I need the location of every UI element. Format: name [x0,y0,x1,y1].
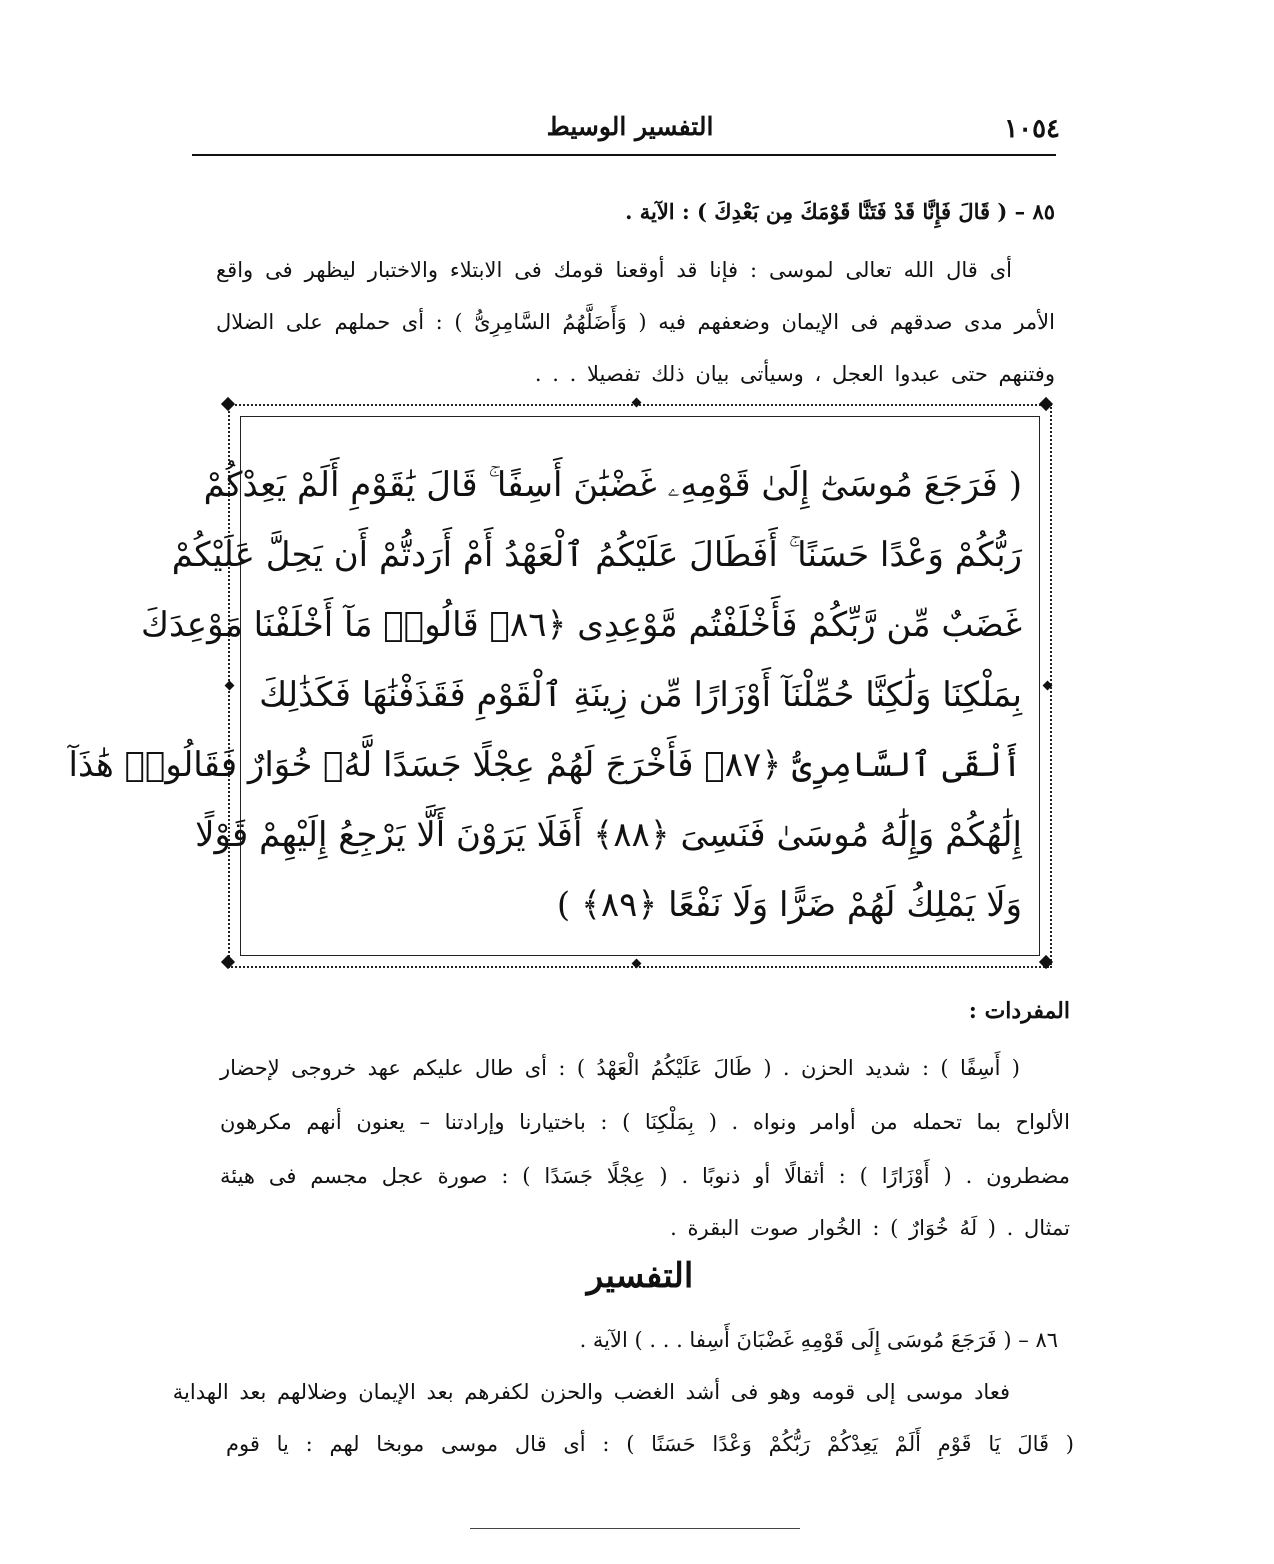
running-title: التفسير الوسيط [546,112,714,141]
quran-verse-line-1: ( فَرَجَعَ مُوسَىٰٓ إِلَىٰ قَوْمِهِۦ غَضْبَٰنَ أَسِفًا ۚ قَالَ يَٰقَوْمِ أَلَمْ يَعِدْكُمْ [203,465,1022,505]
footer-rule [470,1528,800,1529]
page-number: ١٠٥٤ [1004,114,1060,144]
intro-line-3: وفتنهم حتى عبدوا العجل ، وسيأتى بيان ذلك تفصيلا . . . [534,362,1055,386]
tafsir-line-2: ( قَالَ يَا قَوْمِ أَلَمْ يَعِدْكُمْ رَبُّكُمْ وَعْدًا حَسَنًا ) : أى قال موسى موبخا لهم : يا قوم [226,1432,1074,1456]
intro-line-2: الأمر مدى صدقهم فى الإيمان وضعفهم فيه ( وَأَضَلَّهُمُ السَّامِرِىُّ ) : أى حملهم على الضلال [216,310,1055,334]
verse-85-reference: ٨٥ – ( قَالَ فَإِنَّا قَدْ فَتَنَّا قَوْمَكَ مِن بَعْدِكَ ) : الآية . [625,199,1055,224]
intro-line-1: أى قال الله تعالى لموسى : فإنا قد أوقعنا قومك فى الابتلاء والاختبار ليظهر فى واقع [216,258,1012,282]
header-rule [192,154,1056,156]
quran-verse-line-5: أَلْقَى ٱلسَّامِرِىُّ ﴿٨٧﴾ فَأَخْرَجَ لَهُمْ عِجْلًا جَسَدًا لَّهُۥ خُوَارٌ فَقَالُوا۟ هَٰذَآ [68,745,1022,785]
vocabulary-line-4: تمثال . ( لَهُ خُوَارٌ ) : الخُوار صوت البقرة . [670,1216,1070,1240]
quran-verse-line-7: وَلَا يَمْلِكُ لَهُمْ ضَرًّا وَلَا نَفْعًا ﴿٨٩﴾ ) [556,885,1022,925]
vocabulary-line-1: ( أَسِفًا ) : شديد الحزن . ( طَالَ عَلَيْكُمُ الْعَهْدُ ) : أى طال عليكم عهد خروجى لإحضار [220,1056,1020,1080]
quran-verse-line-2: رَبُّكُمْ وَعْدًا حَسَنًا ۚ أَفَطَالَ عَلَيْكُمُ ٱلْعَهْدُ أَمْ أَرَدتُّمْ أَن يَحِلَّ عَلَيْكُمْ [171,535,1022,575]
verse-86-reference: ٨٦ – ( فَرَجَعَ مُوسَى إِلَى قَوْمِهِ غَضْبَانَ أَسِفا . . . ) الآية . [579,1328,1058,1352]
quran-verse-line-3: غَضَبٌ مِّن رَّبِّكُمْ فَأَخْلَفْتُم مَّوْعِدِى ﴿٨٦﴾ قَالُوا۟ مَآ أَخْلَفْنَا مَوْعِدَكَ [140,605,1022,645]
tafsir-line-1: فعاد موسى إلى قومه وهو فى أشد الغضب والحزن لكفرهم بعد الإيمان وضلالهم بعد الهداية [172,1380,1010,1404]
vocabulary-line-2: الألواح بما تحمله من أوامر ونواه . ( بِمَلْكِنَا ) : باختيارنا وإرادتنا – يعنون أنهم مكرهون [220,1110,1070,1134]
vocabulary-line-3: مضطرون . ( أَوْزَارًا ) : أثقالًا أو ذنوبًا . ( عِجْلًا جَسَدًا ) : صورة عجل مجسم فى هيئة [220,1164,1070,1188]
tafsir-heading: التفسير [586,1256,694,1296]
quran-verse-line-4: بِمَلْكِنَا وَلَٰكِنَّا حُمِّلْنَآ أَوْزَارًا مِّن زِينَةِ ٱلْقَوْمِ فَقَذَفْنَٰهَا فَكَذَٰلِكَ [259,675,1022,715]
vocabulary-heading: المفردات : [968,998,1070,1024]
quran-verse-line-6: إِلَٰهُكُمْ وَإِلَٰهُ مُوسَىٰ فَنَسِىَ ﴿٨٨﴾ أَفَلَا يَرَوْنَ أَلَّا يَرْجِعُ إِلَيْهِمْ قَوْلًا [195,815,1022,855]
